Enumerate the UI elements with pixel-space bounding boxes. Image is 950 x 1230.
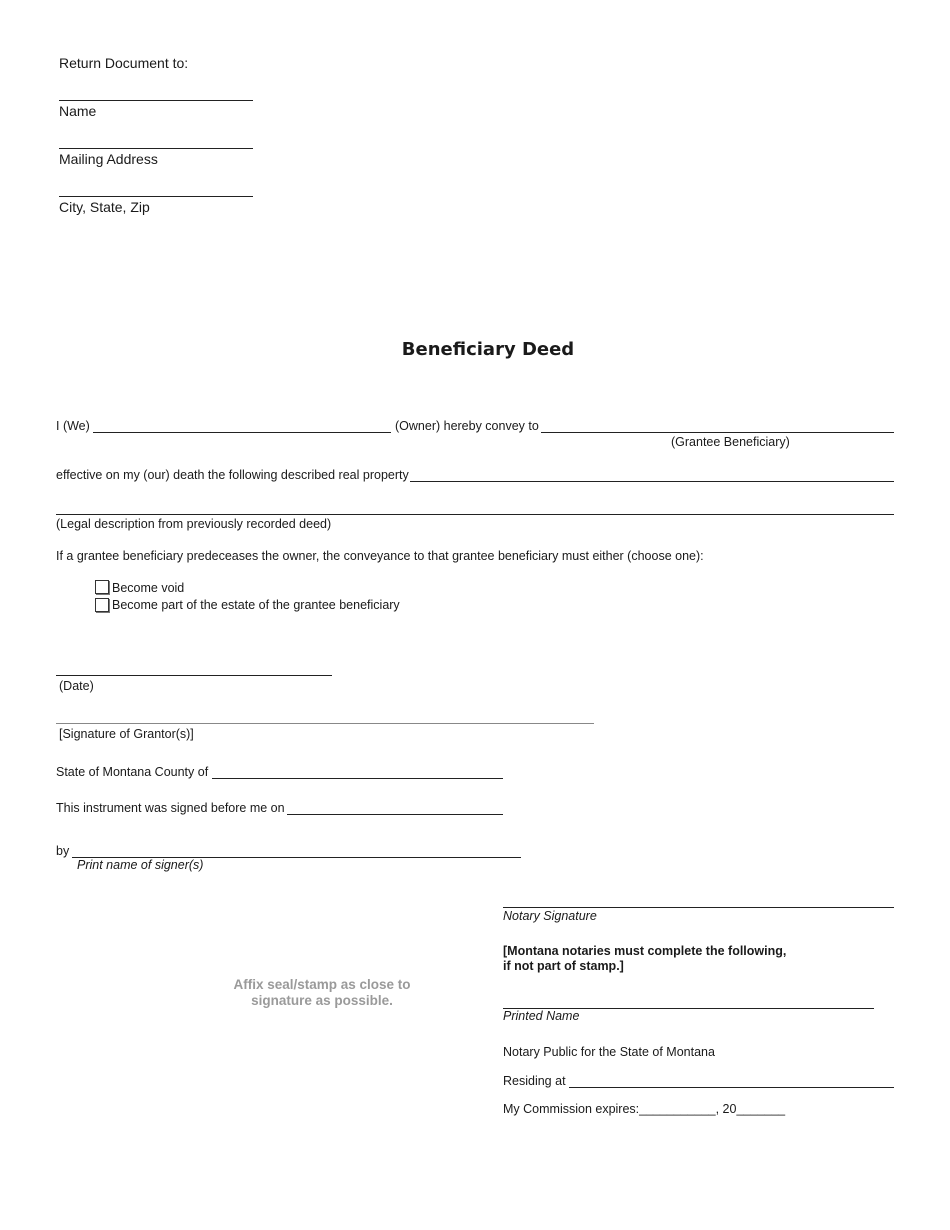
signed-date-line[interactable] — [287, 814, 503, 815]
property-line-1[interactable] — [410, 481, 894, 482]
printed-name-label: Printed Name — [503, 1009, 580, 1023]
return-heading: Return Document to: — [59, 55, 189, 71]
become-estate-label: Become part of the estate of the grantee beneficiary — [112, 598, 400, 612]
owner-convey-label: (Owner) hereby convey to — [395, 419, 539, 433]
return-address-line[interactable] — [59, 148, 253, 149]
i-we-label: I (We) — [56, 419, 90, 433]
seal-line-1: Affix seal/stamp as close to — [233, 977, 411, 992]
notary-signature-label: Notary Signature — [503, 909, 597, 923]
print-name-label: Print name of signer(s) — [77, 858, 204, 872]
legal-description-label: (Legal description from previously recorded deed) — [56, 517, 332, 531]
county-line[interactable] — [212, 778, 503, 779]
residing-at-label: Residing at — [503, 1074, 566, 1088]
by-label: by — [56, 844, 70, 858]
effective-label: effective on my (our) death the following described real property — [56, 468, 409, 482]
grantor-signature-label: [Signature of Grantor(s)] — [59, 727, 194, 741]
notary-signature-line[interactable] — [503, 907, 894, 908]
return-name-line[interactable] — [59, 100, 253, 101]
grantor-signature-line[interactable] — [56, 723, 594, 724]
become-void-label: Become void — [112, 581, 185, 595]
owner-name-line[interactable] — [93, 432, 391, 433]
residing-at-line[interactable] — [569, 1087, 894, 1088]
seal-instruction — [222, 977, 422, 1009]
commission-expires: My Commission expires:___________, 20_______ — [503, 1102, 786, 1116]
return-city-label: City, State, Zip — [59, 199, 150, 215]
return-address-label: Mailing Address — [59, 151, 158, 167]
return-city-line[interactable] — [59, 196, 253, 197]
montana-note-line-2: if not part of stamp.] — [503, 959, 624, 973]
page-title: Beneficiary Deed — [401, 339, 575, 360]
become-void-checkbox[interactable] — [95, 580, 109, 594]
signed-before-label: This instrument was signed before me on — [56, 801, 285, 815]
montana-note-line-1: [Montana notaries must complete the following, — [503, 944, 787, 958]
date-line[interactable] — [56, 675, 332, 676]
grantee-label: (Grantee Beneficiary) — [671, 435, 790, 449]
notary-public-label: Notary Public for the State of Montana — [503, 1045, 715, 1059]
grantee-name-line[interactable] — [541, 432, 894, 433]
seal-line-2: signature as possible. — [251, 993, 393, 1008]
date-label: (Date) — [59, 679, 94, 693]
predecease-text: If a grantee beneficiary predeceases the owner, the conveyance to that grantee beneficiary must either (choose one): — [56, 549, 704, 563]
state-county-label: State of Montana County of — [56, 765, 209, 779]
property-line-2[interactable] — [56, 514, 894, 515]
return-name-label: Name — [59, 103, 97, 119]
become-estate-checkbox[interactable] — [95, 598, 109, 612]
